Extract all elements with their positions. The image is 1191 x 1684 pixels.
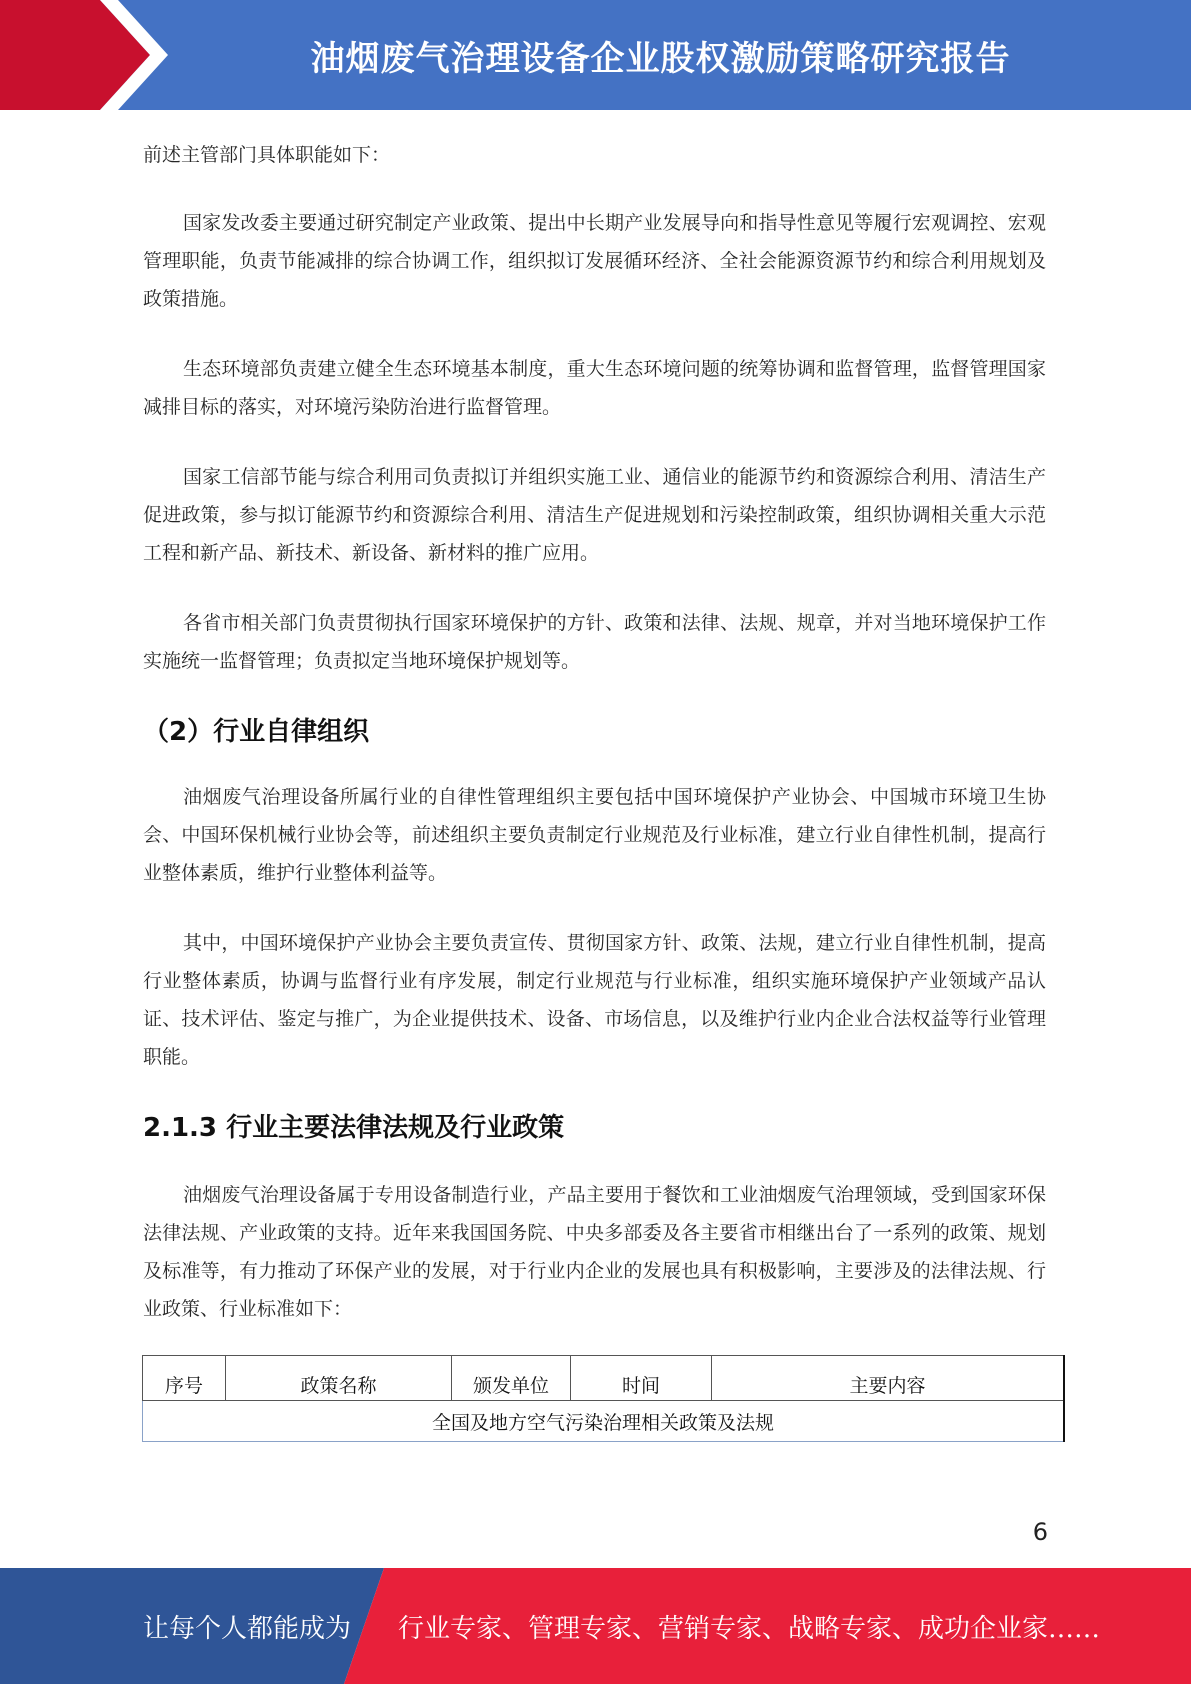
footer-slogan-left: 让每个人都能成为 [143, 1613, 352, 1644]
table-header-row [143, 1356, 1065, 1401]
paragraph-ndrc: 国家发改委主要通过研究制定产业政策、提出中长期产业发展导向和指导性意见等履行宏观调控、宏观管理职能，负责节能减排的综合协调工作，组织拟订发展循环经济、全社会能源资源节约和综合利用规划及政策措施。 [143, 212, 1046, 310]
paragraph-provincial: 各省市相关部门负责贯彻执行国家环境保护的方针、政策和法律、法规、规章，并对当地环境保护工作实施统一监督管理；负责拟定当地环境保护规划等。 [143, 612, 1046, 672]
col-header-date: 时间 [571, 1356, 712, 1401]
report-title: 油烟废气治理设备企业股权激励策略研究报告 [310, 38, 1011, 79]
intro-text: 前述主管部门具体职能如下： [143, 144, 391, 166]
footer-slogan-right: 行业专家、管理专家、营销专家、战略专家、成功企业家…… [398, 1613, 1101, 1644]
paragraph-caepi: 其中，中国环境保护产业协会主要负责宣传、贯彻国家方针、政策、法规，建立行业自律性机制，提高行业整体素质，协调与监督行业有序发展，制定行业规范与行业标准，组织实施环境保护产业领域产品认证、技术评估、鉴定与推广，为企业提供技术、设备、市场信息，以及维护行业内企业合法权益等行业管理职能。 [143, 932, 1046, 1068]
section-heading-laws: 2.1.3 行业主要法律法规及行业政策 [143, 1113, 565, 1143]
table-row [143, 1401, 1065, 1442]
paragraph-policy-intro: 油烟废气治理设备属于专用设备制造行业，产品主要用于餐饮和工业油烟废气治理领域，受到国家环保法律法规、产业政策的支持。近年来我国国务院、中央多部委及各主要省市相继出台了一系列的政策、规划及标准等，有力推动了环保产业的发展，对于行业内企业的发展也具有积极影响，主要涉及的法律法规、行业政策、行业标准如下： [143, 1184, 1046, 1320]
table-category-row: 全国及地方空气污染治理相关政策及法规 [143, 1401, 1065, 1442]
paragraph-miit: 国家工信部节能与综合利用司负责拟订并组织实施工业、通信业的能源节约和资源综合利用、清洁生产促进政策，参与拟订能源节约和资源综合利用、清洁生产促进规划和污染控制政策，组织协调相关重大示范工程和新产品、新技术、新设备、新材料的推广应用。 [143, 466, 1046, 564]
subheading-self-regulation: （2）行业自律组织 [143, 717, 370, 747]
page-header [0, 0, 1191, 110]
page-footer [0, 1568, 1191, 1684]
col-header-index: 序号 [143, 1356, 226, 1401]
col-header-issuer: 颁发单位 [452, 1356, 571, 1401]
col-header-content: 主要内容 [712, 1356, 1065, 1401]
paragraph-associations: 油烟废气治理设备所属行业的自律性管理组织主要包括中国环境保护产业协会、中国城市环境卫生协会、中国环保机械行业协会等，前述组织主要负责制定行业规范及行业标准，建立行业自律性机制，提高行业整体素质，维护行业整体利益等。 [143, 786, 1046, 884]
paragraph-mee: 生态环境部负责建立健全生态环境基本制度，重大生态环境问题的统筹协调和监督管理，监督管理国家减排目标的落实，对环境污染防治进行监督管理。 [143, 358, 1046, 418]
col-header-policy-name: 政策名称 [226, 1356, 452, 1401]
page-number: 6 [1032, 1518, 1048, 1546]
header-arrow-icon [0, 0, 170, 110]
policy-table [142, 1355, 1065, 1442]
main-content [143, 136, 1046, 1360]
